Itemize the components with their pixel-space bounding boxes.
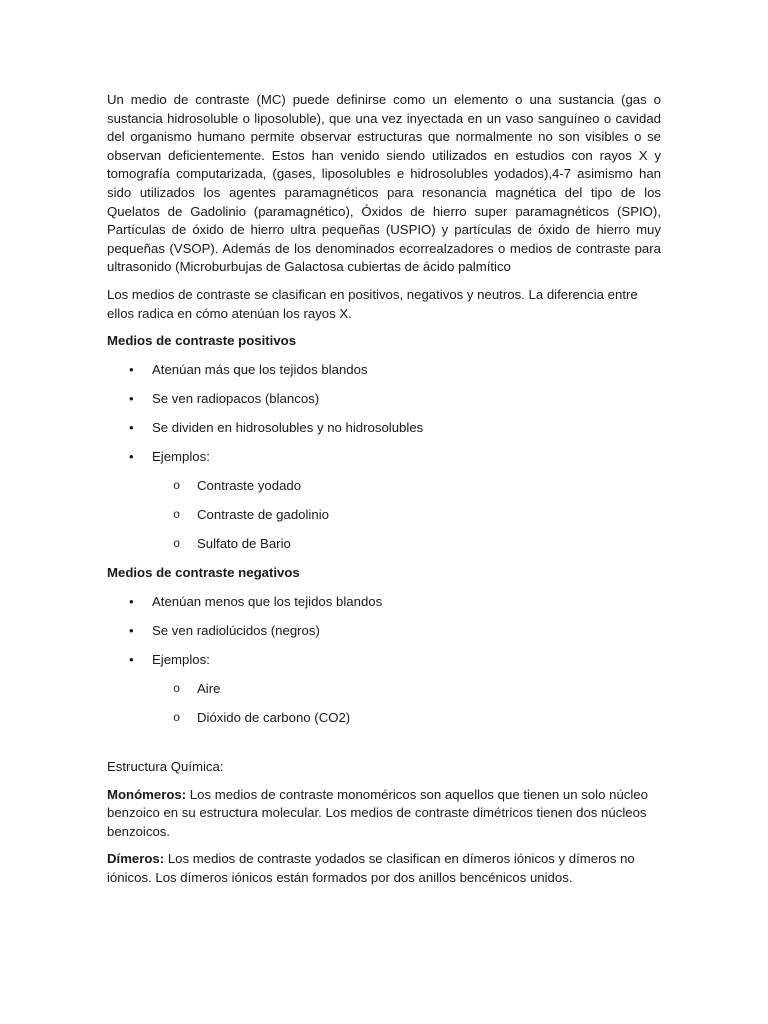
sub-list-item (107, 506, 661, 525)
sub-bullet-icon: o (173, 508, 181, 523)
list-item (107, 622, 661, 641)
structure-title: Estructura Química: (107, 758, 224, 774)
monomers-term: Monómeros: (107, 786, 187, 802)
classification-paragraph: Los medios de contraste se clasifican en positivos, negativos y neutros. La diferencia entre ellos radica en cómo atenúan los rayos X. (107, 286, 638, 321)
bullet-icon: • (129, 623, 134, 639)
monomers-text: Los medios de contraste monoméricos son aquellos que tienen un solo núcleo benzoico en su estructura molecular. Los medios de contraste dimétricos tienen dos núcleos benzoicos. (107, 786, 648, 839)
dimers-term: Dímeros: (107, 851, 165, 867)
sub-bullet-icon: o (173, 711, 181, 726)
bullet-icon: • (129, 390, 134, 406)
sub-list-item-text: Contraste yodado (197, 478, 302, 494)
list-item-text: Se dividen en hidrosolubles y no hidrosolubles (152, 419, 424, 435)
list-item (107, 361, 661, 380)
list-item (107, 390, 661, 409)
sub-list-item (107, 477, 661, 496)
positive-heading: Medios de contraste positivos (107, 333, 297, 349)
sub-bullet-icon: o (173, 537, 181, 552)
list-item (107, 651, 661, 670)
sub-list-item-text: Aire (197, 681, 221, 697)
bullet-icon: • (129, 419, 134, 435)
list-item-text: Atenúan más que los tejidos blandos (152, 361, 368, 377)
list-item (107, 448, 661, 467)
bullet-icon: • (129, 361, 134, 377)
sub-list-item-text: Contraste de gadolinio (197, 507, 329, 523)
sub-bullet-icon: o (173, 479, 181, 494)
sub-list-item (107, 709, 661, 728)
bullet-icon: • (129, 593, 134, 609)
bullet-icon: • (129, 449, 134, 464)
negative-list (107, 593, 661, 670)
dimers-paragraph (107, 850, 661, 887)
negative-examples-list (107, 680, 661, 728)
sub-list-item-text: Dióxido de carbono (CO2) (197, 710, 351, 726)
list-item-text: Se ven radiopacos (blancos) (152, 390, 320, 406)
list-item-text: Ejemplos: (152, 449, 210, 464)
positive-list (107, 361, 661, 467)
sub-list-item (107, 535, 661, 554)
sub-list-item-text: Sulfato de Bario (197, 536, 291, 552)
sub-list-item (107, 680, 661, 699)
dimers-text: Los medios de contraste yodados se clasifican en dímeros iónicos y dímeros no iónicos. Los dímeros iónicos están formados por dos anillos bencénicos unidos. (107, 851, 635, 885)
monomers-paragraph (107, 786, 661, 842)
intro-paragraph: Un medio de contraste (MC) puede definirse como un elemento o una sustancia (gas o sustancia hidrosoluble o liposoluble), que una vez inyectada en un vaso sanguíneo o cavidad del organismo humano permite observar estructuras que normalmente no son visibles o se observan deficientemente. Estos han venido siendo utilizados en estudios con rayos X y tomografía computarizada, (gases, liposolubles e hidrosolubles yodados),4-7 asimismo han sido utilizados los agentes paramagnéticos para resonancia magnética del tipo de los Quelatos de Gadolinio (paramagnético), Óxidos de hierro super paramagnéticos (SPIO), Partículas de óxido de hierro ultra pequeñas (USPIO) y partículas de óxido de hierro muy pequeñas (VSOP). Además de los denominados ecorrealzadores o medios de contraste para ultrasonido (Microburbujas de Galactosa cubiertas de ácido palmítico (107, 92, 661, 275)
list-item-text: Se ven radiolúcidos (negros) (152, 623, 320, 639)
list-item-text: Ejemplos: (152, 652, 210, 668)
positive-examples-list (107, 477, 661, 554)
negative-heading: Medios de contraste negativos (107, 565, 300, 581)
list-item (107, 419, 661, 438)
sub-bullet-icon: o (173, 682, 181, 697)
list-item-text: Atenúan menos que los tejidos blandos (152, 593, 383, 609)
list-item (107, 593, 661, 612)
bullet-icon: • (129, 652, 134, 668)
